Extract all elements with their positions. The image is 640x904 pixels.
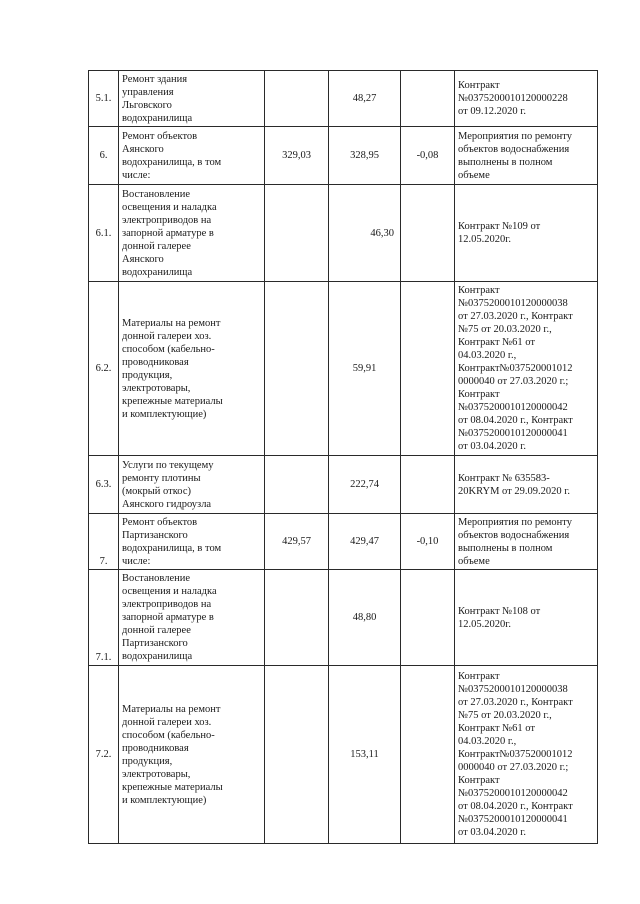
row-diff (401, 71, 455, 127)
table-row (89, 456, 598, 514)
row-plan (265, 666, 329, 844)
row-note (455, 514, 598, 570)
table-row (89, 666, 598, 844)
row-diff: -0,10 (401, 514, 455, 570)
table-row (89, 282, 598, 456)
repair-table (88, 70, 598, 844)
row-fact: 48,80 (329, 570, 401, 666)
row-diff (401, 456, 455, 514)
row-note-text: Контракт № 635583- 20KRYM от 29.09.2020 г. (458, 472, 570, 497)
row-number: 6.3. (89, 456, 119, 514)
row-note-text: Контракт №0375200010120000038 от 27.03.2020 г., Контракт №75 от 20.03.2020 г., Контракт №61 от 04.03.2020 г., Контракт№037520001012 0000040 от 27.03.2020 г.; Контракт №0375200010120000042 от 08.04.2020 г., Контракт №0375200010120000041 от 03.04.2020 г. (458, 671, 573, 838)
row-fact: 429,47 (329, 514, 401, 570)
row-plan (265, 71, 329, 127)
row-note-text: Контракт №109 от 12.05.2020г. (458, 221, 541, 245)
row-number: 7. (89, 514, 119, 570)
row-fact: 46,30 (329, 185, 401, 282)
row-fact: 153,11 (329, 666, 401, 844)
row-name-text: Ремонт объектов Аянского водохранилища, в том числе: (122, 130, 222, 181)
row-name-text: Ремонт объектов Партизанского водохранилища, в том числе: (122, 516, 222, 567)
row-plan (265, 456, 329, 514)
table-row (89, 127, 598, 185)
row-note (455, 71, 598, 127)
row-note-text: Мероприятия по ремонту объектов водоснабжения выполнены в полном объеме (458, 130, 572, 181)
row-name-text: Востановление освещения и наладка электроприводов на запорной арматуре в донной галерее Партизанского водохранилища (122, 573, 217, 662)
row-note-text: Контракт №0375200010120000228 от 09.12.2020 г. (458, 80, 568, 117)
row-name-text: Материалы на ремонт донной галереи хоз. способом (кабельно- проводниковая продукция, электротовары, крепежные материалы и комплектующие) (122, 703, 223, 806)
row-name-text: Материалы на ремонт донной галереи хоз. способом (кабельно- проводниковая продукция, электротовары, крепежные материалы и комплектующие) (122, 317, 223, 420)
row-plan (265, 570, 329, 666)
row-name (119, 282, 265, 456)
row-number: 7.2. (89, 666, 119, 844)
row-plan: 429,57 (265, 514, 329, 570)
row-diff (401, 282, 455, 456)
row-diff: -0,08 (401, 127, 455, 185)
row-note (455, 185, 598, 282)
row-note (455, 666, 598, 844)
row-diff (401, 185, 455, 282)
row-fact: 222,74 (329, 456, 401, 514)
row-number: 6. (89, 127, 119, 185)
table-row (89, 570, 598, 666)
row-note (455, 570, 598, 666)
row-note (455, 282, 598, 456)
row-name (119, 127, 265, 185)
row-name (119, 71, 265, 127)
table-row (89, 514, 598, 570)
row-name (119, 570, 265, 666)
row-name (119, 456, 265, 514)
table-row (89, 71, 598, 127)
row-number: 5.1. (89, 71, 119, 127)
row-number: 7.1. (89, 570, 119, 666)
row-name (119, 514, 265, 570)
row-fact: 48,27 (329, 71, 401, 127)
row-fact: 59,91 (329, 282, 401, 456)
row-name (119, 185, 265, 282)
row-note (455, 456, 598, 514)
row-name-text: Услуги по текущему ремонту плотины (мокрый откос) Аянского гидроузла (122, 459, 214, 510)
row-diff (401, 666, 455, 844)
row-note-text: Контракт №0375200010120000038 от 27.03.2020 г., Контракт №75 от 20.03.2020 г., Контракт №61 от 04.03.2020 г., Контракт№037520001012 0000040 от 27.03.2020 г.; Контракт №0375200010120000042 от 08.04.2020 г., Контракт №0375200010120000041 от 03.04.2020 г. (458, 285, 573, 452)
row-note-text: Мероприятия по ремонту объектов водоснабжения выполнены в полном объеме (458, 516, 572, 567)
row-plan: 329,03 (265, 127, 329, 185)
row-number: 6.1. (89, 185, 119, 282)
row-plan (265, 185, 329, 282)
row-note (455, 127, 598, 185)
row-plan (265, 282, 329, 456)
row-fact: 328,95 (329, 127, 401, 185)
table-row (89, 185, 598, 282)
row-name-text: Востановление освещения и наладка электроприводов на запорной арматуре в донной галерее Аянского водохранилища (122, 188, 217, 278)
row-note-text: Контракт №108 от 12.05.2020г. (458, 605, 541, 630)
row-diff (401, 570, 455, 666)
row-name (119, 666, 265, 844)
row-name-text: Ремонт здания управления Льговского водохранилища (122, 73, 193, 124)
row-number: 6.2. (89, 282, 119, 456)
